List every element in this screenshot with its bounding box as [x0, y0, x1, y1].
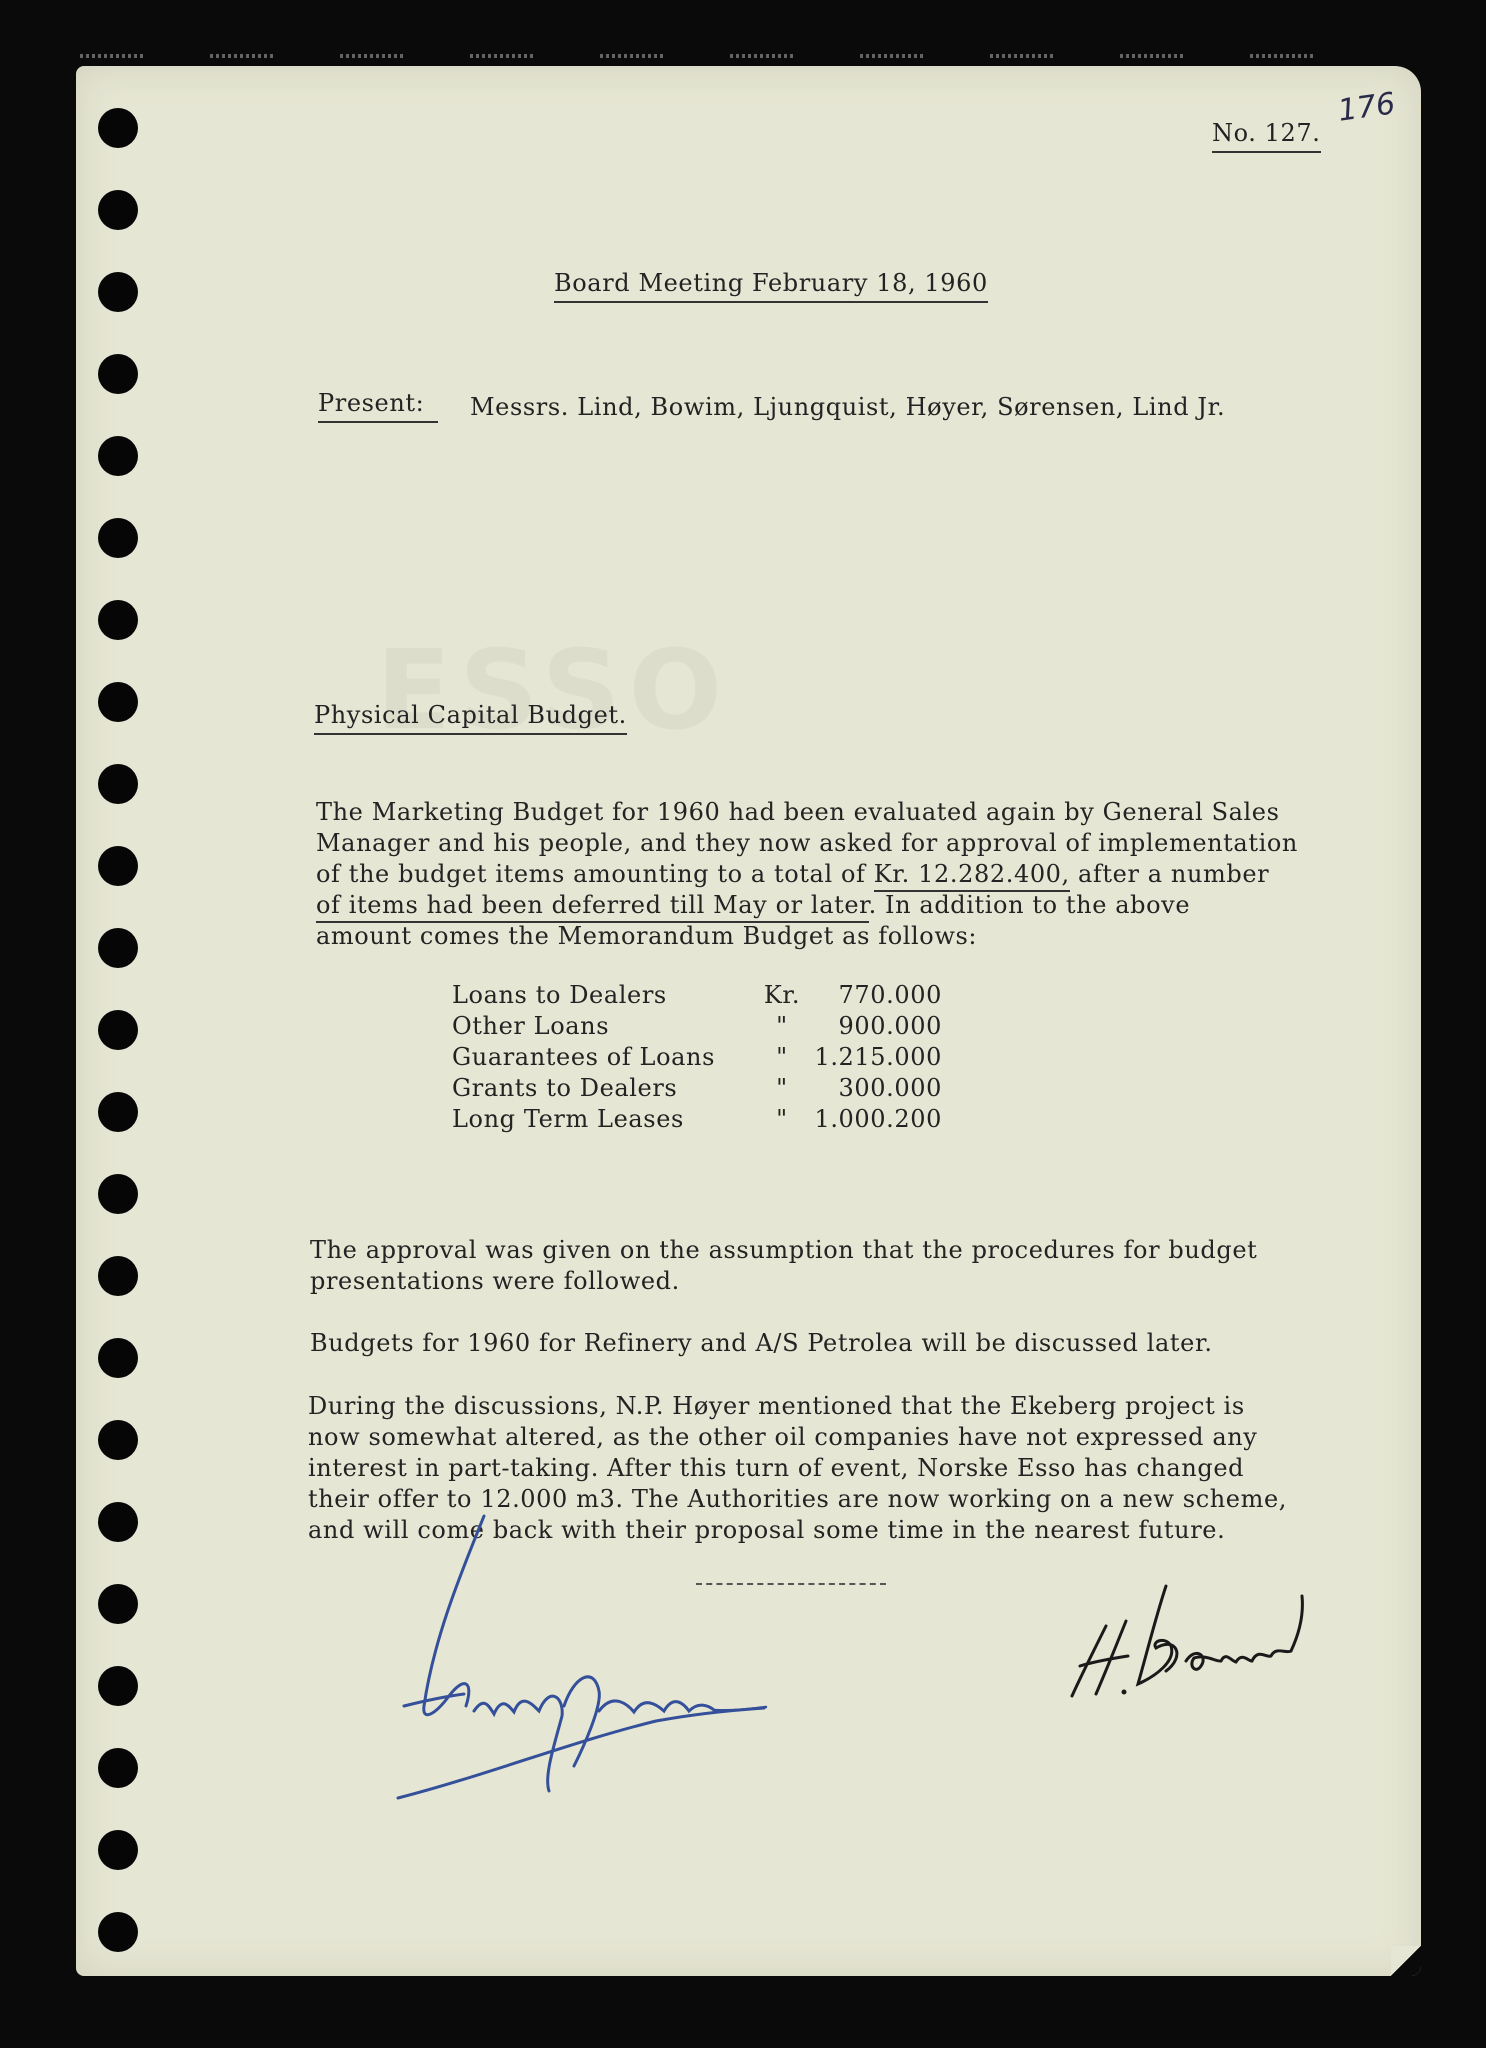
binder-hole: [98, 1830, 138, 1870]
document-page: [76, 66, 1421, 1976]
budget-item: Loans to Dealers: [452, 981, 667, 1009]
budget-amount: 900.000: [838, 1012, 942, 1040]
budget-item: Grants to Dealers: [452, 1074, 678, 1102]
table-row: [452, 1073, 942, 1104]
paragraph-text: .: [868, 891, 877, 919]
binder-hole: [98, 1420, 138, 1460]
binder-hole: [98, 600, 138, 640]
binder-hole: [98, 1912, 138, 1952]
paragraph-line: During the discussions, N.P. Høyer mentioned that the Ekeberg project is: [308, 1392, 1245, 1420]
right-signature: [1066, 1566, 1326, 1706]
binder-hole: [98, 190, 138, 230]
total-amount: Kr. 12.282.400,: [874, 860, 1070, 892]
budget-item: Other Loans: [452, 1012, 610, 1040]
budget-unit: ": [776, 1012, 788, 1040]
binder-hole: [98, 928, 138, 968]
paragraph-line: [316, 890, 1190, 921]
section-heading: Physical Capital Budget.: [314, 700, 627, 735]
present-names: Messrs. Lind, Bowim, Ljungquist, Høyer, Sørensen, Lind Jr.: [470, 393, 1226, 421]
paragraph-line: presentations were followed.: [310, 1267, 680, 1295]
paragraph-line: interest in part-taking. After this turn of event, Norske Esso has changed: [308, 1454, 1245, 1482]
budget-item: Long Term Leases: [452, 1105, 684, 1133]
binder-hole: [98, 1338, 138, 1378]
binder-hole: [98, 354, 138, 394]
paragraph-line: their offer to 12.000 m3. The Authorities are now working on a new scheme,: [308, 1485, 1288, 1513]
paragraph-text: of the budget items amounting to a total of: [316, 860, 874, 888]
binder-hole: [98, 1584, 138, 1624]
binder-hole: [98, 846, 138, 886]
paragraph-text: In addition to the above: [876, 891, 1191, 919]
binder-hole: [98, 682, 138, 722]
top-edge-marks: [80, 50, 1380, 62]
budget-unit: Kr.: [763, 981, 801, 1009]
paragraph-line: The Marketing Budget for 1960 had been evaluated again by General Sales: [316, 798, 1280, 826]
binder-hole: [98, 108, 138, 148]
budget-unit: ": [776, 1074, 788, 1102]
table-row: [452, 1011, 942, 1042]
left-signature: [394, 1506, 814, 1806]
binder-hole: [98, 1666, 138, 1706]
budget-amount: 770.000: [838, 981, 942, 1009]
binder-hole: [98, 1174, 138, 1214]
binder-hole: [98, 1748, 138, 1788]
budget-item: Guarantees of Loans: [452, 1043, 716, 1071]
paragraph-line: The approval was given on the assumption that the procedures for budget: [310, 1236, 1258, 1264]
paragraph-text-underlined: of items had been deferred till May or later: [316, 891, 869, 923]
budget-amount: 300.000: [838, 1074, 942, 1102]
handwritten-folio-number: 176: [1335, 86, 1398, 129]
budget-unit: ": [776, 1105, 788, 1133]
document-number: No. 127.: [1212, 118, 1321, 153]
meeting-title: Board Meeting February 18, 1960: [554, 268, 988, 303]
paragraph-line: Budgets for 1960 for Refinery and A/S Petrolea will be discussed later.: [310, 1329, 1213, 1357]
binder-hole: [98, 764, 138, 804]
binder-hole: [98, 272, 138, 312]
binder-hole: [98, 1010, 138, 1050]
budget-unit: ": [776, 1043, 788, 1071]
paragraph-line: and will come back with their proposal some time in the nearest future.: [308, 1516, 1226, 1544]
paragraph-text: after a number: [1069, 860, 1270, 888]
budget-amount: 1.000.200: [814, 1105, 942, 1133]
budget-amount: 1.215.000: [814, 1043, 942, 1071]
paragraph-line: [316, 859, 1269, 890]
table-row: [452, 1104, 942, 1135]
binder-hole: [98, 518, 138, 558]
table-row: [452, 980, 942, 1011]
binder-hole: [98, 1256, 138, 1296]
memorandum-budget-table: [452, 980, 942, 1135]
page-corner-fold: [1391, 1946, 1421, 1976]
table-row: [452, 1042, 942, 1073]
paragraph-line: Manager and his people, and they now asked for approval of implementation: [316, 829, 1298, 857]
binder-hole: [98, 1092, 138, 1132]
binder-hole: [98, 436, 138, 476]
paragraph-line: amount comes the Memorandum Budget as follows:: [316, 922, 978, 950]
paragraph-line: now somewhat altered, as the other oil companies have not expressed any: [308, 1423, 1258, 1451]
present-label: Present:: [318, 388, 438, 423]
binder-hole: [98, 1502, 138, 1542]
